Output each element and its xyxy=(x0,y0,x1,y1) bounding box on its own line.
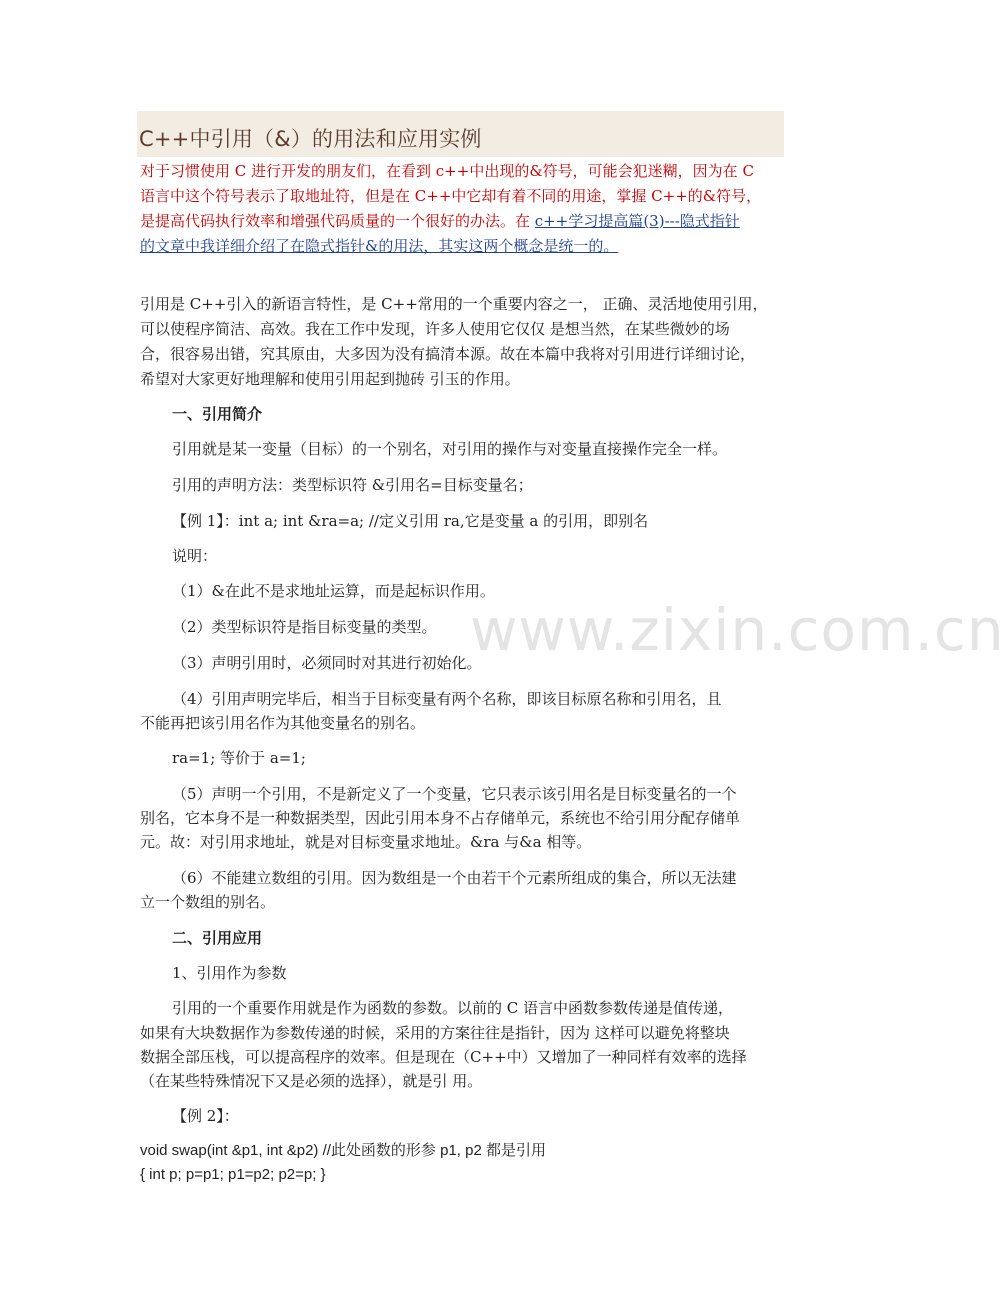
section1-heading: 一、引用简介 xyxy=(172,405,263,423)
s2-line: 如果有大块数据作为参数传递的时候，采用的方案往往是指针，因为 这样可以避免将整块 xyxy=(140,1024,730,1042)
s1-line: 引用就是某一变量（目标）的一个别名，对引用的操作与对变量直接操作完全一样。 xyxy=(172,440,728,458)
s1-item-6: （6）不能建立数组的引用。因为数组是一个由若干个元素所组成的集合，所以无法建 xyxy=(172,869,737,887)
s2-subheading: 1、引用作为参数 xyxy=(172,964,287,982)
s1-item-4: （4）引用声明完毕后，相当于目标变量有两个名称，即该目标原名称和引用名，且 xyxy=(172,690,722,708)
intro-line-3-text: 是提高代码执行效率和增强代码质量的一个很好的办法。在 xyxy=(140,212,535,230)
s1-item-5: （5）声明一个引用，不是新定义了一个变量，它只表示该引用名是目标变量名的一个 xyxy=(172,785,737,803)
code-line-1: void swap(int &p1, int &p2) //此处函数的形参 p1, p2 都是引用 xyxy=(140,1142,546,1159)
intro-line-2: 语言中这个符号表示了取地址符，但是在 C++中它却有着不同的用途，掌握 C++的&符号， xyxy=(140,187,762,205)
page-title: C++中引用（&）的用法和应用实例 xyxy=(139,127,482,151)
para1-line-1: 引用是 C++引入的新语言特性，是 C++常用的一个重要内容之一， 正确、灵活地使用引用， xyxy=(140,295,768,313)
s1-line: 引用的声明方法：类型标识符 &引用名=目标变量名； xyxy=(172,476,533,494)
intro-line-3 xyxy=(140,211,740,231)
s1-item-3: （3）声明引用时，必须同时对其进行初始化。 xyxy=(172,654,482,672)
s1-item-2: （2）类型标识符是指目标变量的类型。 xyxy=(172,618,437,636)
article-link[interactable]: c++学习提高篇(3)---隐式指针 xyxy=(534,212,740,230)
s1-item-4-cont: 不能再把该引用名作为其他变量名的别名。 xyxy=(140,714,426,732)
para1-line-3: 合，很容易出错，究其原由，大多因为没有搞清本源。故在本篇中我将对引用进行详细讨论， xyxy=(140,345,756,363)
intro-line-4 xyxy=(140,236,618,256)
title-bar xyxy=(137,111,784,157)
para1-line-2: 可以使程序简洁、高效。我在工作中发现，许多人使用它仅仅 是想当然，在某些微妙的场 xyxy=(140,320,730,338)
section2-heading: 二、引用应用 xyxy=(172,929,263,947)
s1-item-1: （1）&在此不是求地址运算，而是起标识作用。 xyxy=(172,582,495,600)
s2-line: 数据全部压栈，可以提高程序的效率。但是现在（C++中）又增加了一种同样有效率的选择 xyxy=(140,1048,747,1066)
code-line-2: { int p; p=p1; p1=p2; p2=p; } xyxy=(140,1166,326,1183)
article-link-continued[interactable]: 的文章中我详细介绍了在隐式指针&的用法，其实这两个概念是统一的。 xyxy=(140,237,619,255)
intro-line-1: 对于习惯使用 C 进行开发的朋友们，在看到 c++中出现的&符号，可能会犯迷糊，因为在 C xyxy=(140,162,754,180)
example2-label: 【例 2】： xyxy=(172,1107,239,1125)
s2-line: 引用的一个重要作用就是作为函数的参数。以前的 C 语言中函数参数传递是值传递， xyxy=(172,999,734,1017)
s1-equivalence: ra=1; 等价于 a=1; xyxy=(172,749,306,767)
para1-line-4: 希望对大家更好地理解和使用引用起到抛砖 引玉的作用。 xyxy=(140,370,520,388)
s1-line: 说明： xyxy=(172,547,218,565)
s1-item-5-cont: 元。故：对引用求地址，就是对目标变量求地址。&ra 与&a 相等。 xyxy=(140,833,592,851)
example1-line: 【例 1】：int a; int &ra=a; //定义引用 ra,它是变量 a 的引用，即别名 xyxy=(172,512,649,530)
s1-item-5-cont: 别名，它本身不是一种数据类型，因此引用本身不占存储单元，系统也不给引用分配存储单 xyxy=(140,809,741,827)
s2-line: （在某些特殊情况下又是必须的选择），就是引 用。 xyxy=(140,1072,483,1090)
watermark: www.zixin.com.cn xyxy=(470,596,1005,664)
s1-item-6-cont: 立一个数组的别名。 xyxy=(140,893,276,911)
